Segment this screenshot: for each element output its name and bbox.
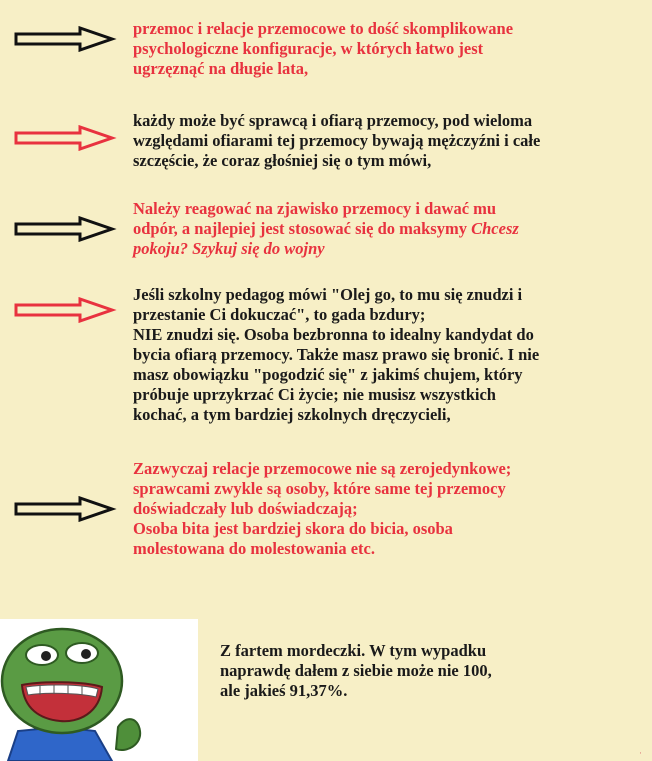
right-arrow-icon	[0, 26, 120, 52]
point-3-text	[133, 199, 645, 259]
point-3-maxim: Chcesz pokoju? Szykuj się do wojny	[133, 219, 519, 258]
right-arrow-icon	[0, 216, 120, 242]
point-2-text: każdy może być sprawcą i ofiarą przemocy, pod wieloma względami ofiarami tej przemocy bywają mężczyźni i całe szczęście, że coraz głośniej się o tym mówi,	[133, 111, 541, 170]
point-1-text: przemoc i relacje przemocowe to dość skomplikowane psychologiczne konfiguracje, w których łatwo jest ugrzęznąć na długie lata,	[133, 19, 514, 78]
watermark: ·	[639, 749, 642, 759]
pepe-frog-image	[0, 619, 198, 761]
point-4-text: Jeśli szkolny pedagog mówi "Olej go, to mu się znudzi i przestanie Ci dokuczać", to gada bzdury; NIE znudzi się. Osoba bezbronna to idealny kandydat do bycia ofiarą przemocy. Także masz prawo się bronić. I nie masz obowiązku "pogodzić się" z jakimś chujem, który próbuje uprzykrzać Ci życie; nie musisz wszystkich kochać, a tym bardziej szkolnych dręczycieli,	[133, 285, 540, 424]
point-3-text-main: Należy reagować na zjawisko przemocy i dawać mu odpór, a najlepiej jest stosować się do maksymy	[133, 199, 497, 238]
closing-remark: Z fartem mordeczki. W tym wypadku naprawdę dałem z siebie może nie 100, ale jakieś 91,37%.	[220, 641, 492, 700]
right-arrow-icon	[0, 496, 120, 522]
right-arrow-icon	[0, 125, 120, 151]
frog-icon	[0, 619, 198, 761]
point-5-text: Zazwyczaj relacje przemocowe nie są zerojedynkowe; sprawcami zwykle są osoby, które same tej przemocy doświadczały lub doświadczają; Osoba bita jest bardziej skora do bicia, osoba molestowana do molestowania etc.	[133, 459, 512, 558]
right-arrow-icon	[0, 297, 120, 323]
